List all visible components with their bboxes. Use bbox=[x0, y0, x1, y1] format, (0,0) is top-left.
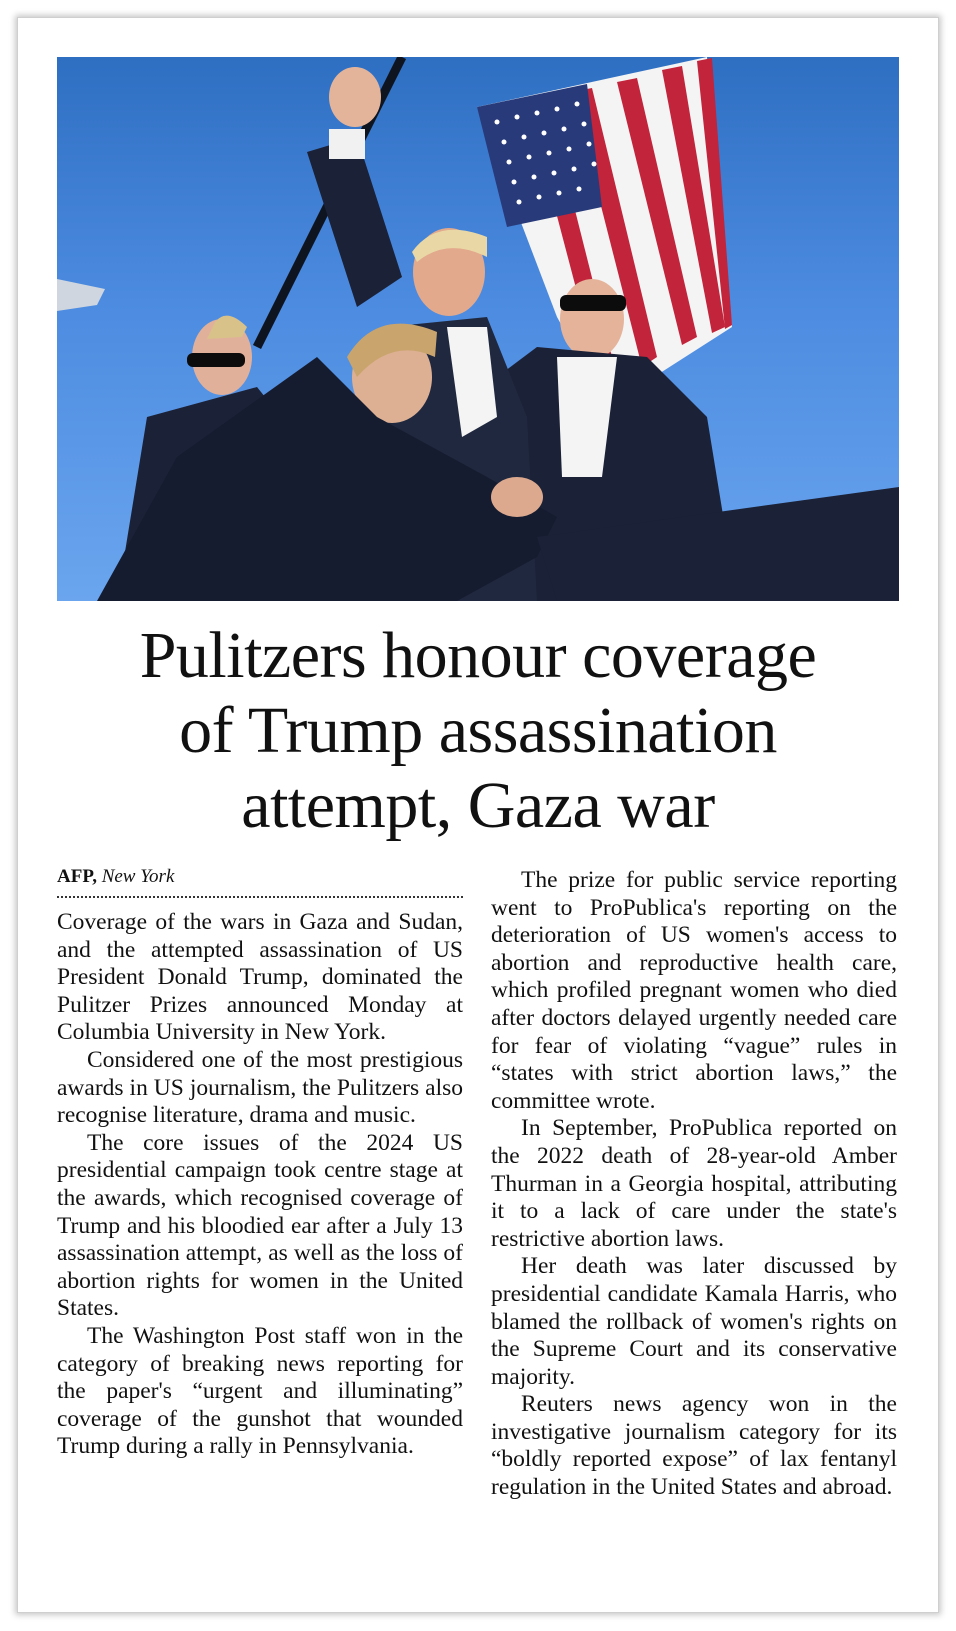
paragraph: Reuters news agency won in the investigative journalism category for its “boldly reported expose” of lax fentanyl regulation in the United States and abroad. bbox=[491, 1391, 897, 1501]
news-photo bbox=[57, 57, 899, 601]
headline bbox=[60, 618, 896, 843]
raised-fist-icon bbox=[307, 67, 402, 307]
byline-agency: AFP, bbox=[57, 866, 97, 887]
paragraph: Coverage of the wars in Gaza and Sudan, and the attempted assassination of US President Donald Trump, dominated the Pulitzer Prizes announced Monday at Columbia University in New York. bbox=[57, 909, 463, 1046]
paragraph: The prize for public service reporting went to ProPublica's reporting on the deterioration of US women's access to abortion and reproductive health care, which profiled pregnant women who died after doctors delayed urgently needed care for fear of violating “vague” rules in “states with strict abortion laws,” the committee wrote. bbox=[491, 867, 897, 1114]
rally-photo-icon bbox=[57, 57, 899, 601]
paragraph: Considered one of the most prestigious awards in US journalism, the Pulitzers also recognise literature, drama and music. bbox=[57, 1046, 463, 1129]
paragraph: The core issues of the 2024 US presidential campaign took centre stage at the awards, which recognised coverage of Trump and his bloodied ear after a July 13 assassination attempt, as well as the loss of abortion rights for women in the United States. bbox=[57, 1129, 463, 1322]
headline-line-2: of Trump assassination bbox=[179, 694, 777, 767]
paragraph: In September, ProPublica reported on the 2022 death of 28-year-old Amber Thurman in a Georgia hospital, attributing it to a lack of care under the state's restrictive abortion laws. bbox=[491, 1115, 897, 1252]
byline-divider bbox=[57, 896, 463, 898]
headline-line-3: attempt, Gaza war bbox=[241, 769, 715, 842]
article-column-left bbox=[57, 909, 463, 1461]
headline-line-1: Pulitzers honour coverage bbox=[139, 619, 817, 692]
byline bbox=[57, 866, 463, 888]
byline-place: New York bbox=[101, 866, 175, 887]
paragraph: Her death was later discussed by presidential candidate Kamala Harris, who blamed the rollback of women's rights on the Supreme Court and its conservative majority. bbox=[491, 1253, 897, 1390]
article-column-right bbox=[491, 867, 897, 1502]
paragraph: The Washington Post staff won in the category of breaking news reporting for the paper's “urgent and illuminating” coverage of the gunshot that wounded Trump during a rally in Pennsylvania. bbox=[57, 1322, 463, 1460]
speaker-icon bbox=[57, 279, 105, 311]
